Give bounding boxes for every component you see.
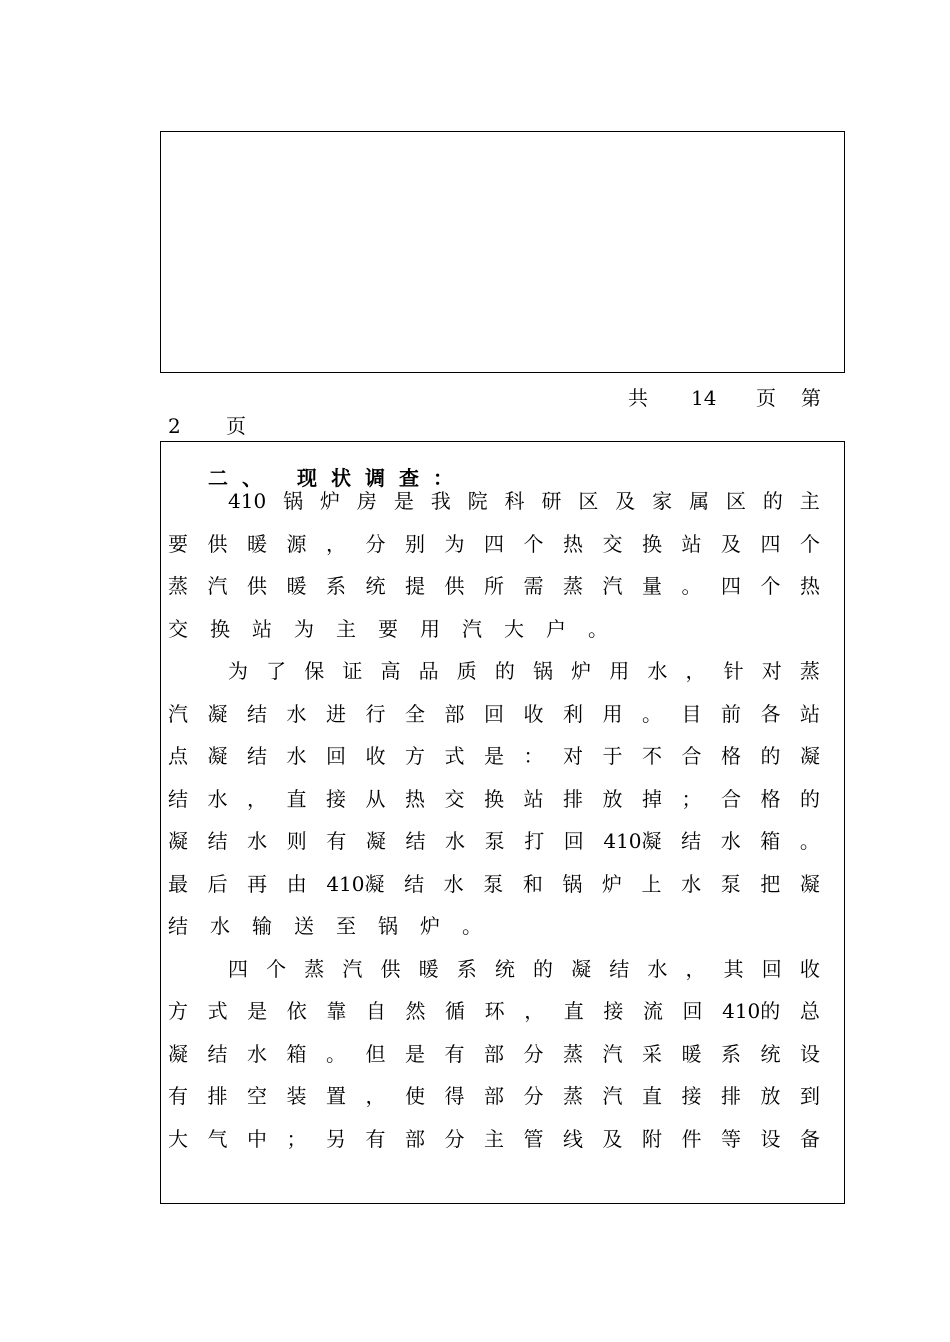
body-line bbox=[228, 954, 820, 984]
body-char: 全 bbox=[405, 701, 425, 726]
body-char: ： bbox=[523, 744, 544, 768]
body-char: 锅 bbox=[533, 659, 553, 683]
body-char: 循 bbox=[445, 999, 466, 1023]
body-char: 蒸 bbox=[168, 574, 188, 598]
body-char: 蒸 bbox=[563, 1041, 583, 1066]
body-char: 等 bbox=[721, 1126, 741, 1151]
body-char: 家 bbox=[652, 489, 673, 513]
body-char: 目 bbox=[681, 701, 702, 726]
body-char: 。 bbox=[799, 829, 820, 853]
body-char: 品 bbox=[418, 659, 439, 683]
body-char: 结 bbox=[207, 1041, 228, 1066]
body-char: 汽 bbox=[602, 1041, 623, 1066]
body-char: 了 bbox=[266, 659, 287, 683]
body-char: 证 bbox=[342, 659, 363, 683]
body-char: 院 bbox=[467, 489, 488, 513]
body-char: 凝 bbox=[799, 871, 820, 896]
total-prefix: 共 bbox=[628, 386, 648, 410]
body-char: 主 bbox=[336, 616, 356, 641]
body-char: 则 bbox=[286, 829, 307, 853]
body-char: 热 bbox=[800, 574, 820, 598]
body-char: 区 bbox=[578, 489, 599, 513]
body-char: 合 bbox=[681, 744, 702, 768]
body-line bbox=[168, 826, 820, 856]
body-char: 结 bbox=[404, 871, 425, 896]
body-char: 是 bbox=[247, 999, 268, 1023]
body-char: 排 bbox=[207, 1084, 228, 1108]
body-char: 水 bbox=[443, 871, 464, 896]
body-char: 前 bbox=[721, 701, 741, 726]
body-char: 行 bbox=[365, 701, 386, 726]
body-char: 区 bbox=[725, 489, 746, 513]
body-char: 个 bbox=[760, 574, 781, 598]
body-char: 掉 bbox=[642, 786, 662, 811]
body-char: 依 bbox=[286, 999, 307, 1023]
body-char: 用 bbox=[420, 616, 440, 641]
body-char: 的 bbox=[533, 956, 553, 981]
body-char: 系 bbox=[721, 1041, 741, 1066]
body-char: 凝 bbox=[365, 829, 386, 853]
body-char: 式 bbox=[444, 744, 465, 768]
body-char: 针 bbox=[723, 659, 744, 683]
body-char: ； bbox=[286, 1126, 307, 1151]
body-char: 站 bbox=[800, 701, 820, 726]
body-char: ， bbox=[247, 786, 267, 811]
body-char: 自 bbox=[365, 999, 386, 1023]
body-char: 研 bbox=[541, 489, 562, 513]
body-char: 是 bbox=[393, 489, 414, 513]
body-char: 环 bbox=[484, 999, 505, 1023]
body-char: 水 bbox=[286, 744, 307, 768]
body-char: 凝 bbox=[571, 956, 592, 981]
body-char: 凝 bbox=[168, 829, 188, 853]
body-char: 水 bbox=[207, 786, 228, 811]
body-char: 我 bbox=[430, 489, 451, 513]
body-char: 供 bbox=[207, 531, 228, 556]
body-char: 为 bbox=[294, 616, 314, 641]
body-char: 暖 bbox=[681, 1041, 702, 1066]
body-char: 水 bbox=[445, 829, 466, 853]
body-char: 主 bbox=[484, 1126, 504, 1151]
body-char: 有 bbox=[365, 1126, 386, 1151]
body-char: 合 bbox=[721, 786, 741, 811]
body-char: 但 bbox=[365, 1041, 386, 1066]
body-char: 排 bbox=[563, 786, 583, 811]
body-char: 热 bbox=[405, 786, 425, 811]
body-char: 放 bbox=[602, 786, 623, 811]
body-char: 暖 bbox=[286, 574, 307, 598]
body-char: 不 bbox=[642, 744, 662, 768]
body-line bbox=[168, 1124, 820, 1154]
body-char: 主 bbox=[799, 489, 820, 513]
body-char: 结 bbox=[168, 786, 188, 811]
body-line bbox=[168, 996, 820, 1026]
current-unit: 页 bbox=[226, 414, 246, 438]
body-char: 直 bbox=[563, 999, 584, 1023]
body-char: ， bbox=[685, 956, 706, 981]
body-char: 蒸 bbox=[563, 574, 583, 598]
body-char: 是 bbox=[405, 1041, 425, 1066]
body-line bbox=[168, 1081, 820, 1111]
body-line bbox=[168, 869, 820, 899]
body-char: 另 bbox=[326, 1126, 346, 1151]
body-char: 打 bbox=[524, 829, 545, 853]
body-char: 。 bbox=[462, 914, 482, 938]
body-char: 把 bbox=[760, 871, 781, 896]
body-char: 蒸 bbox=[799, 659, 820, 683]
body-char: 410的 bbox=[722, 999, 781, 1023]
body-char: ； bbox=[681, 786, 702, 811]
body-char: 410凝 bbox=[603, 829, 662, 853]
body-char: 供 bbox=[247, 574, 267, 598]
body-char: 用 bbox=[609, 659, 630, 683]
body-char: 热 bbox=[563, 531, 583, 556]
body-char: 。 bbox=[588, 616, 608, 641]
body-char: 要 bbox=[378, 616, 398, 641]
body-char: 410 bbox=[228, 489, 267, 513]
body-char: 对 bbox=[761, 659, 782, 683]
body-char: 分 bbox=[365, 531, 386, 556]
body-char: 用 bbox=[602, 701, 623, 726]
body-char: 汽 bbox=[602, 1084, 623, 1108]
body-char: 方 bbox=[168, 999, 188, 1023]
body-line bbox=[228, 656, 820, 686]
body-char: 回 bbox=[563, 829, 584, 853]
body-char: 换 bbox=[642, 531, 662, 556]
body-char: 所 bbox=[484, 574, 504, 598]
body-char: 由 bbox=[286, 871, 307, 896]
body-char: 泵 bbox=[484, 829, 505, 853]
body-char: 凝 bbox=[168, 1041, 188, 1066]
body-char: 汽 bbox=[168, 701, 188, 726]
body-char: 要 bbox=[168, 531, 188, 556]
body-char: 回 bbox=[326, 744, 346, 768]
body-char: 量 bbox=[642, 574, 662, 598]
body-char: 设 bbox=[800, 1041, 820, 1066]
body-char: ， bbox=[326, 531, 346, 556]
body-char: 从 bbox=[365, 786, 386, 811]
body-char: 得 bbox=[444, 1084, 465, 1108]
body-char: 有 bbox=[444, 1041, 465, 1066]
body-line bbox=[168, 571, 820, 601]
body-char: 至 bbox=[336, 914, 356, 938]
body-char: 四 bbox=[760, 531, 781, 556]
body-char: 再 bbox=[247, 871, 268, 896]
body-char: 及 bbox=[602, 1126, 623, 1151]
body-char: 收 bbox=[523, 701, 544, 726]
body-char: 炉 bbox=[320, 489, 340, 513]
body-char: 水 bbox=[681, 871, 702, 896]
body-char: 箱 bbox=[286, 1041, 307, 1066]
body-char: 供 bbox=[380, 956, 401, 981]
body-char: 的 bbox=[494, 659, 515, 683]
body-char: 结 bbox=[681, 829, 702, 853]
current-prefix: 第 bbox=[801, 386, 821, 410]
body-char: 蒸 bbox=[304, 956, 325, 981]
body-char: 分 bbox=[523, 1084, 544, 1108]
body-char: 到 bbox=[800, 1084, 820, 1108]
body-char: 部 bbox=[444, 701, 465, 726]
body-char: ， bbox=[685, 659, 706, 683]
body-char: 为 bbox=[444, 531, 465, 556]
body-char: 后 bbox=[207, 871, 228, 896]
body-char: 附 bbox=[642, 1126, 662, 1151]
body-char: 水 bbox=[210, 914, 230, 938]
body-char: 接 bbox=[326, 786, 346, 811]
body-char: 凝 bbox=[207, 701, 228, 726]
body-char: 式 bbox=[207, 999, 228, 1023]
body-char: 汽 bbox=[342, 956, 363, 981]
body-char: 凝 bbox=[207, 744, 228, 768]
body-char: 流 bbox=[642, 999, 663, 1023]
body-char: 蒸 bbox=[563, 1084, 583, 1108]
body-char: 其 bbox=[723, 956, 744, 981]
body-char: 部 bbox=[405, 1126, 425, 1151]
body-char: 结 bbox=[247, 701, 267, 726]
body-char: 点 bbox=[168, 744, 188, 768]
body-char: 结 bbox=[247, 744, 267, 768]
body-char: 换 bbox=[210, 616, 230, 641]
body-char: 交 bbox=[168, 616, 188, 641]
body-char: 采 bbox=[642, 1041, 662, 1066]
body-char: 户 bbox=[546, 616, 566, 641]
body-char: 分 bbox=[523, 1041, 544, 1066]
body-char: 保 bbox=[304, 659, 325, 683]
body-char: 的 bbox=[762, 489, 783, 513]
body-char: 410凝 bbox=[326, 871, 385, 896]
body-char: 最 bbox=[168, 871, 188, 896]
body-char: 为 bbox=[228, 659, 248, 683]
current-page: 2 bbox=[168, 414, 181, 438]
body-char: 回 bbox=[761, 956, 782, 981]
body-char: 暖 bbox=[418, 956, 439, 981]
body-char: 科 bbox=[504, 489, 525, 513]
blank-bordered-box bbox=[160, 131, 845, 373]
body-line bbox=[168, 614, 820, 644]
body-char: 源 bbox=[286, 531, 307, 556]
body-char: ， bbox=[524, 999, 545, 1023]
body-char: 送 bbox=[294, 914, 314, 938]
body-char: 个 bbox=[523, 531, 544, 556]
body-char: 格 bbox=[721, 744, 741, 768]
body-char: 个 bbox=[800, 531, 820, 556]
body-char: 统 bbox=[365, 574, 386, 598]
body-char: 直 bbox=[286, 786, 307, 811]
body-char: 备 bbox=[800, 1126, 820, 1151]
body-char: 线 bbox=[563, 1126, 583, 1151]
body-char: 空 bbox=[247, 1084, 267, 1108]
body-char: 输 bbox=[252, 914, 272, 938]
body-char: 回 bbox=[682, 999, 703, 1023]
body-char: 管 bbox=[523, 1126, 544, 1151]
body-char: 分 bbox=[444, 1126, 465, 1151]
body-char: 站 bbox=[523, 786, 544, 811]
body-char: 直 bbox=[642, 1084, 662, 1108]
body-char: 凝 bbox=[800, 744, 820, 768]
body-char: 个 bbox=[266, 956, 287, 981]
total-pages: 14 bbox=[691, 386, 717, 410]
body-char: 各 bbox=[760, 701, 781, 726]
body-char: 高 bbox=[380, 659, 401, 683]
body-char: 需 bbox=[523, 574, 544, 598]
body-char: 水 bbox=[286, 701, 307, 726]
body-char: 设 bbox=[760, 1126, 781, 1151]
page-unit: 页 bbox=[756, 386, 776, 410]
body-char: 上 bbox=[641, 871, 662, 896]
body-char: 四 bbox=[721, 574, 741, 598]
body-char: 有 bbox=[168, 1084, 188, 1108]
body-char: 水 bbox=[247, 1041, 267, 1066]
body-char: 然 bbox=[405, 999, 426, 1023]
body-char: 收 bbox=[799, 956, 820, 981]
section-heading: 二、 现状调查： bbox=[208, 466, 467, 490]
body-char: 格 bbox=[760, 786, 781, 811]
body-char: 方 bbox=[405, 744, 425, 768]
body-char: 。 bbox=[681, 574, 702, 598]
body-char: 使 bbox=[405, 1084, 425, 1108]
body-char: 的 bbox=[760, 744, 781, 768]
body-char: 对 bbox=[563, 744, 583, 768]
body-char: 汽 bbox=[207, 574, 228, 598]
body-char: 靠 bbox=[326, 999, 347, 1023]
body-char: 交 bbox=[444, 786, 465, 811]
body-char: 接 bbox=[603, 999, 624, 1023]
body-char: 大 bbox=[168, 1126, 188, 1151]
body-char: 及 bbox=[615, 489, 636, 513]
body-char: 置 bbox=[326, 1084, 346, 1108]
body-char: 提 bbox=[405, 574, 425, 598]
body-char: 结 bbox=[405, 829, 426, 853]
body-char: 大 bbox=[504, 616, 524, 641]
body-line bbox=[168, 784, 820, 814]
body-char: 换 bbox=[484, 786, 504, 811]
body-char: 部 bbox=[484, 1041, 504, 1066]
body-char: 暖 bbox=[247, 531, 267, 556]
body-char: 排 bbox=[721, 1084, 741, 1108]
body-char: 装 bbox=[286, 1084, 307, 1108]
body-line bbox=[168, 699, 820, 729]
body-line bbox=[168, 911, 820, 941]
body-char: 回 bbox=[484, 701, 504, 726]
body-char: 汽 bbox=[602, 574, 623, 598]
body-line bbox=[168, 529, 820, 559]
body-char: 炉 bbox=[420, 914, 440, 938]
body-char: 放 bbox=[760, 1084, 781, 1108]
body-line bbox=[228, 486, 820, 516]
body-char: 于 bbox=[602, 744, 623, 768]
body-char: 及 bbox=[721, 531, 741, 556]
body-char: 锅 bbox=[562, 871, 583, 896]
body-char: 收 bbox=[365, 744, 386, 768]
body-char: 接 bbox=[681, 1084, 702, 1108]
body-char: 四 bbox=[484, 531, 504, 556]
body-char: 的 bbox=[800, 786, 820, 811]
body-char: 交 bbox=[602, 531, 623, 556]
body-char: 。 bbox=[326, 1041, 346, 1066]
body-char: 利 bbox=[563, 701, 583, 726]
body-char: 总 bbox=[799, 999, 820, 1023]
body-char: 进 bbox=[326, 701, 346, 726]
body-char: 房 bbox=[356, 489, 377, 513]
body-char: 炉 bbox=[571, 659, 592, 683]
body-char: 统 bbox=[494, 956, 515, 981]
body-char: 质 bbox=[456, 659, 477, 683]
body-char: 供 bbox=[444, 574, 465, 598]
body-char: 泵 bbox=[720, 871, 741, 896]
body-char: 件 bbox=[681, 1126, 702, 1151]
body-char: 部 bbox=[484, 1084, 504, 1108]
body-char: 锅 bbox=[283, 489, 304, 513]
body-char: 四 bbox=[228, 956, 248, 981]
body-char: 结 bbox=[609, 956, 630, 981]
body-char: ， bbox=[365, 1084, 386, 1108]
body-char: 水 bbox=[247, 829, 268, 853]
body-char: 炉 bbox=[601, 871, 622, 896]
body-char: 系 bbox=[456, 956, 477, 981]
body-char: 统 bbox=[760, 1041, 781, 1066]
body-char: 。 bbox=[642, 701, 662, 726]
body-char: 汽 bbox=[462, 616, 482, 641]
body-line bbox=[168, 1039, 820, 1069]
body-char: 站 bbox=[681, 531, 702, 556]
body-char: 气 bbox=[207, 1126, 228, 1151]
body-char: 锅 bbox=[378, 914, 398, 938]
body-char: 系 bbox=[326, 574, 346, 598]
body-char: 有 bbox=[326, 829, 347, 853]
body-line bbox=[168, 741, 820, 771]
body-char: 水 bbox=[720, 829, 741, 853]
body-char: 别 bbox=[405, 531, 425, 556]
body-char: 是 bbox=[484, 744, 504, 768]
body-char: 结 bbox=[168, 914, 188, 938]
body-char: 中 bbox=[247, 1126, 267, 1151]
body-char: 和 bbox=[522, 871, 543, 896]
body-char: 水 bbox=[647, 956, 668, 981]
body-char: 水 bbox=[647, 659, 668, 683]
body-char: 结 bbox=[207, 829, 228, 853]
body-char: 箱 bbox=[760, 829, 781, 853]
body-char: 站 bbox=[252, 616, 272, 641]
body-char: 泵 bbox=[483, 871, 504, 896]
body-char: 属 bbox=[689, 489, 710, 513]
